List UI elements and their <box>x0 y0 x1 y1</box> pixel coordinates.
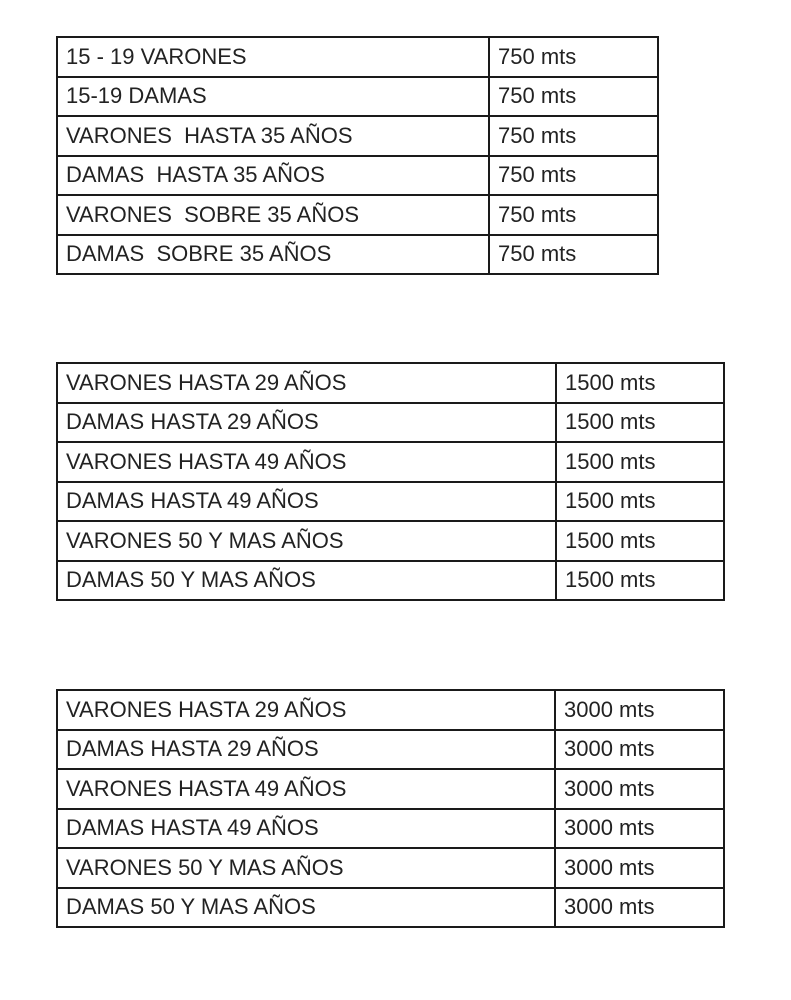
table-row <box>57 235 658 275</box>
distance-cell: 3000 mts <box>555 690 724 730</box>
table-row <box>57 363 724 403</box>
table-row <box>57 521 724 561</box>
table-row <box>57 848 724 888</box>
table-row <box>57 690 724 730</box>
table-row <box>57 809 724 849</box>
table-row <box>57 116 658 156</box>
category-cell: DAMAS HASTA 29 AÑOS <box>57 730 555 770</box>
table-row <box>57 195 658 235</box>
distance-cell: 1500 mts <box>556 403 724 443</box>
distance-cell: 1500 mts <box>556 442 724 482</box>
table-row <box>57 403 724 443</box>
table-row <box>57 482 724 522</box>
category-cell: 15-19 DAMAS <box>57 77 489 117</box>
category-table-3000 <box>56 689 725 928</box>
table-row <box>57 561 724 601</box>
distance-cell: 750 mts <box>489 37 658 77</box>
category-cell: 15 - 19 VARONES <box>57 37 489 77</box>
distance-cell: 1500 mts <box>556 561 724 601</box>
category-cell: DAMAS 50 Y MAS AÑOS <box>57 561 556 601</box>
distance-cell: 3000 mts <box>555 769 724 809</box>
distance-cell: 3000 mts <box>555 809 724 849</box>
category-table-750 <box>56 36 659 275</box>
table-row <box>57 37 658 77</box>
distance-cell: 750 mts <box>489 195 658 235</box>
distance-cell: 750 mts <box>489 235 658 275</box>
table-row <box>57 888 724 928</box>
distance-cell: 3000 mts <box>555 730 724 770</box>
category-cell: DAMAS HASTA 49 AÑOS <box>57 809 555 849</box>
table-row <box>57 442 724 482</box>
distance-cell: 1500 mts <box>556 482 724 522</box>
category-cell: VARONES HASTA 49 AÑOS <box>57 442 556 482</box>
table-row <box>57 156 658 196</box>
category-cell: DAMAS SOBRE 35 AÑOS <box>57 235 489 275</box>
distance-cell: 1500 mts <box>556 363 724 403</box>
table-row <box>57 769 724 809</box>
table-row <box>57 730 724 770</box>
distance-cell: 750 mts <box>489 116 658 156</box>
distance-cell: 1500 mts <box>556 521 724 561</box>
distance-cell: 3000 mts <box>555 848 724 888</box>
table-row <box>57 77 658 117</box>
distance-cell: 750 mts <box>489 77 658 117</box>
category-cell: VARONES HASTA 49 AÑOS <box>57 769 555 809</box>
category-cell: DAMAS HASTA 29 AÑOS <box>57 403 556 443</box>
category-cell: VARONES HASTA 29 AÑOS <box>57 690 555 730</box>
category-table-1500 <box>56 362 725 601</box>
category-cell: VARONES HASTA 35 AÑOS <box>57 116 489 156</box>
category-cell: DAMAS HASTA 49 AÑOS <box>57 482 556 522</box>
distance-cell: 750 mts <box>489 156 658 196</box>
distance-cell: 3000 mts <box>555 888 724 928</box>
category-cell: VARONES 50 Y MAS AÑOS <box>57 848 555 888</box>
category-cell: VARONES SOBRE 35 AÑOS <box>57 195 489 235</box>
category-cell: DAMAS 50 Y MAS AÑOS <box>57 888 555 928</box>
category-cell: DAMAS HASTA 35 AÑOS <box>57 156 489 196</box>
category-cell: VARONES HASTA 29 AÑOS <box>57 363 556 403</box>
category-cell: VARONES 50 Y MAS AÑOS <box>57 521 556 561</box>
